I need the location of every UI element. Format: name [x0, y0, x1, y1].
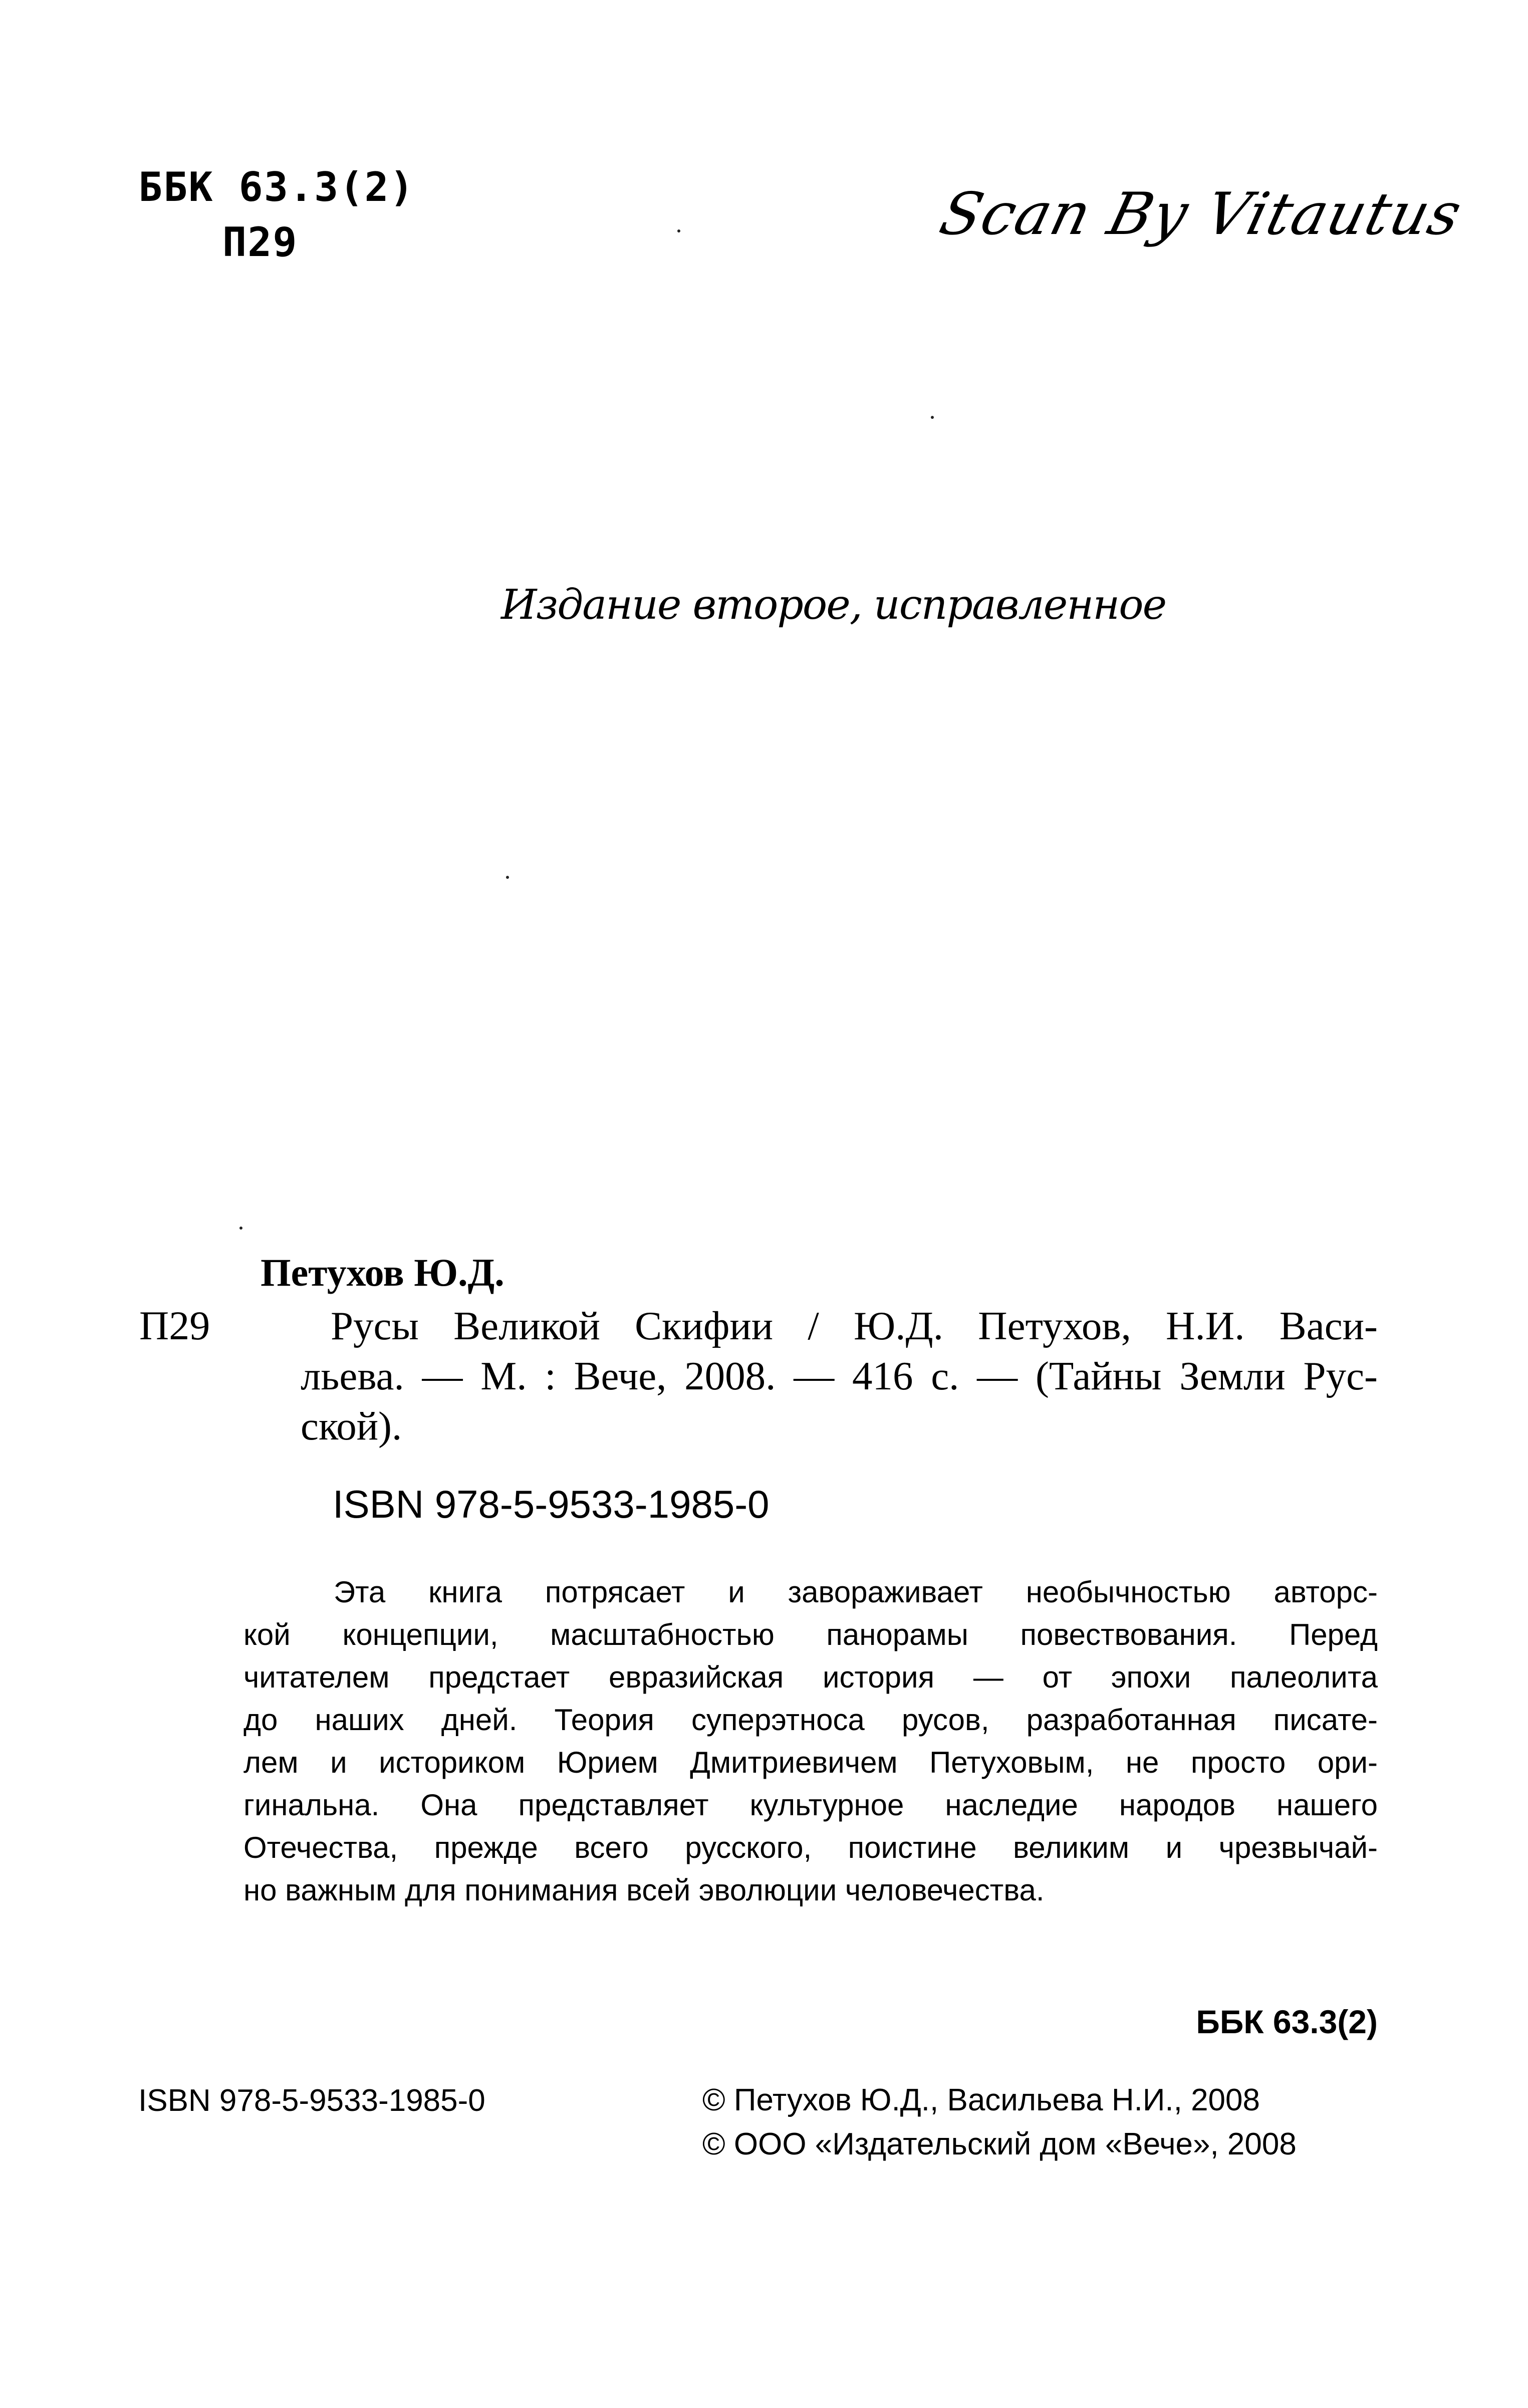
- annotation-line: но важным для понимания всей эволюции человечества.: [243, 1873, 1045, 1907]
- scan-speck: [506, 876, 509, 879]
- edition-note: Издание второе, исправленное: [501, 581, 1166, 629]
- bibliographic-description: [301, 1301, 1378, 1451]
- annotation-line: читателем предстает евразийская история — от эпохи палеолита: [243, 1660, 1378, 1694]
- annotation-line: Эта книга потрясает и завораживает необычностью авторс-: [334, 1575, 1378, 1609]
- annotation-line: Отечества, прежде всего русского, поистине великим и чрезвычай-: [243, 1831, 1378, 1864]
- annotation-line: гинальна. Она представляет культурное наследие народов нашего: [243, 1788, 1378, 1822]
- annotation-line: кой концепции, масштабностью панорамы повествования. Перед: [243, 1618, 1378, 1651]
- annotation: [243, 1571, 1378, 1911]
- copyright-publisher: © ООО «Издательский дом «Вече», 2008: [702, 2127, 1297, 2161]
- author-code: П29: [222, 219, 298, 266]
- annotation-line: лем и историком Юрием Дмитриевичем Петуховым, не просто ори-: [243, 1746, 1378, 1779]
- scan-speck: [931, 416, 934, 419]
- biblio-line: Русы Великой Скифии / Ю.Д. Петухов, Н.И. Васи-: [331, 1303, 1378, 1348]
- record-author: Петухов Ю.Д.: [261, 1251, 504, 1294]
- biblio-line: ской).: [301, 1403, 402, 1449]
- bbk-classification: ББК 63.3(2): [138, 164, 415, 210]
- copyright-block: [702, 2078, 1297, 2166]
- biblio-line: льева. — М. : Вече, 2008. — 416 с. — (Тайны Земли Рус-: [301, 1353, 1378, 1398]
- record-isbn: ISBN 978-5-9533-1985-0: [333, 1482, 770, 1526]
- footer-isbn: ISBN 978-5-9533-1985-0: [138, 2083, 485, 2118]
- record-code: П29: [139, 1303, 210, 1348]
- scan-speck: [677, 229, 680, 232]
- scan-speck: [239, 1227, 242, 1230]
- annotation-line: до наших дней. Теория суперэтноса русов, разработанная писате-: [243, 1703, 1378, 1737]
- bbk-classification-footer: ББК 63.3(2): [1196, 2003, 1378, 2040]
- copyright-authors: © Петухов Ю.Д., Васильева Н.И., 2008: [702, 2083, 1260, 2117]
- scanner-signature: Scan By Vitautus: [933, 180, 1469, 248]
